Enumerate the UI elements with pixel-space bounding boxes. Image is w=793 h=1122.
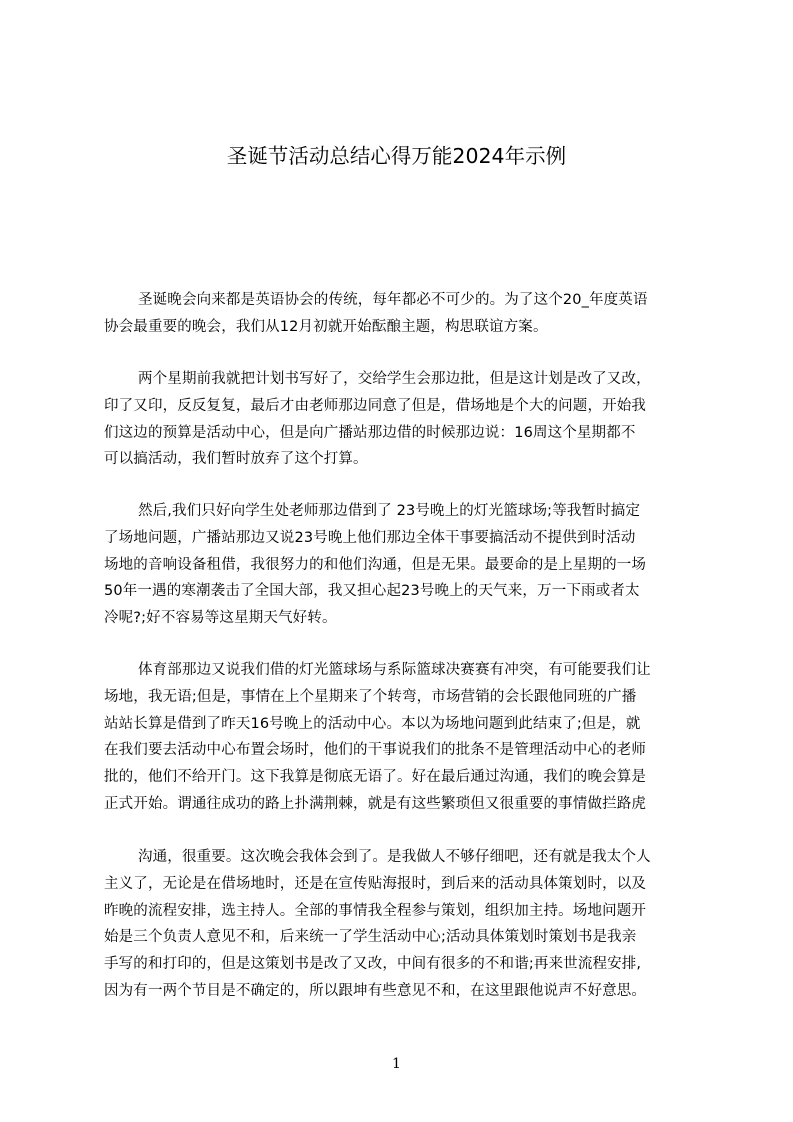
paragraph-line: 在我们要去活动中心布置会场时，他们的干事说我们的批条不是管理活动中心的老师: [104, 742, 647, 759]
paragraph-line: 正式开始。谓通往成功的路上扑满荆棘，就是有这些繁琐但又很重要的事情做拦路虎: [104, 795, 647, 812]
paragraph-line: 批的，他们不给开门。这下我算是彻底无语了。好在最后通过沟通，我们的晚会算是: [104, 769, 647, 786]
paragraph-line: 两个星期前我就把计划书写好了，交给学生会那边批，但是这计划是改了又改，: [138, 371, 651, 387]
paragraph-line: 因为有一两个节目是不确定的，所以跟坤有些意见不和，在这里跟他说声不好意思。: [104, 982, 647, 999]
paragraph-line: 了场地问题，广播站那边又说23号晚上他们那边全体干事要搞活动不提供到时活动: [104, 529, 636, 546]
paragraph-3: [104, 498, 692, 632]
document-title: 圣诞节活动总结心得万能2024年示例: [226, 144, 567, 168]
paragraph-5: [104, 844, 692, 1005]
paragraph-line: 沟通，很重要。这次晚会我体会到了。是我做人不够仔细吧，还有就是我太个人: [138, 849, 651, 865]
paragraph-line: 冷呢?;好不容易等这星期天气好转。: [104, 610, 337, 627]
paragraph-2: [104, 366, 692, 473]
paragraph-1: [104, 287, 692, 341]
paragraph-line: 协会最重要的晚会，我们从12月初就开始酝酿主题，构思联谊方案。: [104, 318, 548, 335]
paragraph-line: 圣诞晚会向来都是英语协会的传统，每年都必不可少的。为了这个20_年度英语: [138, 292, 648, 308]
paragraph-line: 可以搞活动，我们暂时放弃了这个打算。: [104, 451, 368, 468]
paragraph-line: 场地的音响设备租借，我很努力的和他们沟通，但是无果。最要命的是上星期的一场: [104, 556, 647, 573]
paragraph-line: 场地，我无语;但是，事情在上个星期来了个转弯，市场营销的会长跟他同班的广播: [104, 688, 637, 705]
paragraph-line: 体育部那边又说我们借的灯光篮球场与系际篮球决赛赛有冲突，有可能要我们让: [138, 662, 651, 678]
paragraph-line: 昨晚的流程安排，选主持人。全部的事情我全程参与策划，组织加主持。场地问题开: [104, 902, 647, 919]
paragraph-line: 印了又印，反反复复，最后才由老师那边同意了但是，借场地是个大的问题，开始我: [104, 397, 647, 414]
paragraph-line: 始是三个负责人意见不和，后来统一了学生活动中心;活动具体策划时策划书是我亲: [104, 929, 637, 946]
paragraph-line: 然后,我们只好向学生处老师那边借到了 23号晚上的灯光篮球场;等我暂时搞定: [138, 503, 641, 519]
paragraph-line: 手写的和打印的，但是这策划书是改了又改，中间有很多的不和谐;再来世流程安排,: [104, 956, 642, 973]
paragraph-4: [104, 657, 692, 818]
paragraph-line: 50年一遇的寒潮袭击了全国大部，我又担心起23号晚上的天气来，万一下雨或者太: [104, 583, 640, 600]
paragraph-line: 们这边的预算是活动中心，但是向广播站那边借的时候那边说：16周这个星期都不: [104, 424, 636, 441]
paragraph-line: 站站长算是借到了昨天16号晚上的活动中心。本以为场地问题到此结束了;但是，就: [104, 715, 641, 732]
paragraph-line: 主义了，无论是在借场地时，还是在宣传贴海报时，到后来的活动具体策划时，以及: [104, 875, 647, 892]
page-number: 1: [392, 1056, 401, 1072]
